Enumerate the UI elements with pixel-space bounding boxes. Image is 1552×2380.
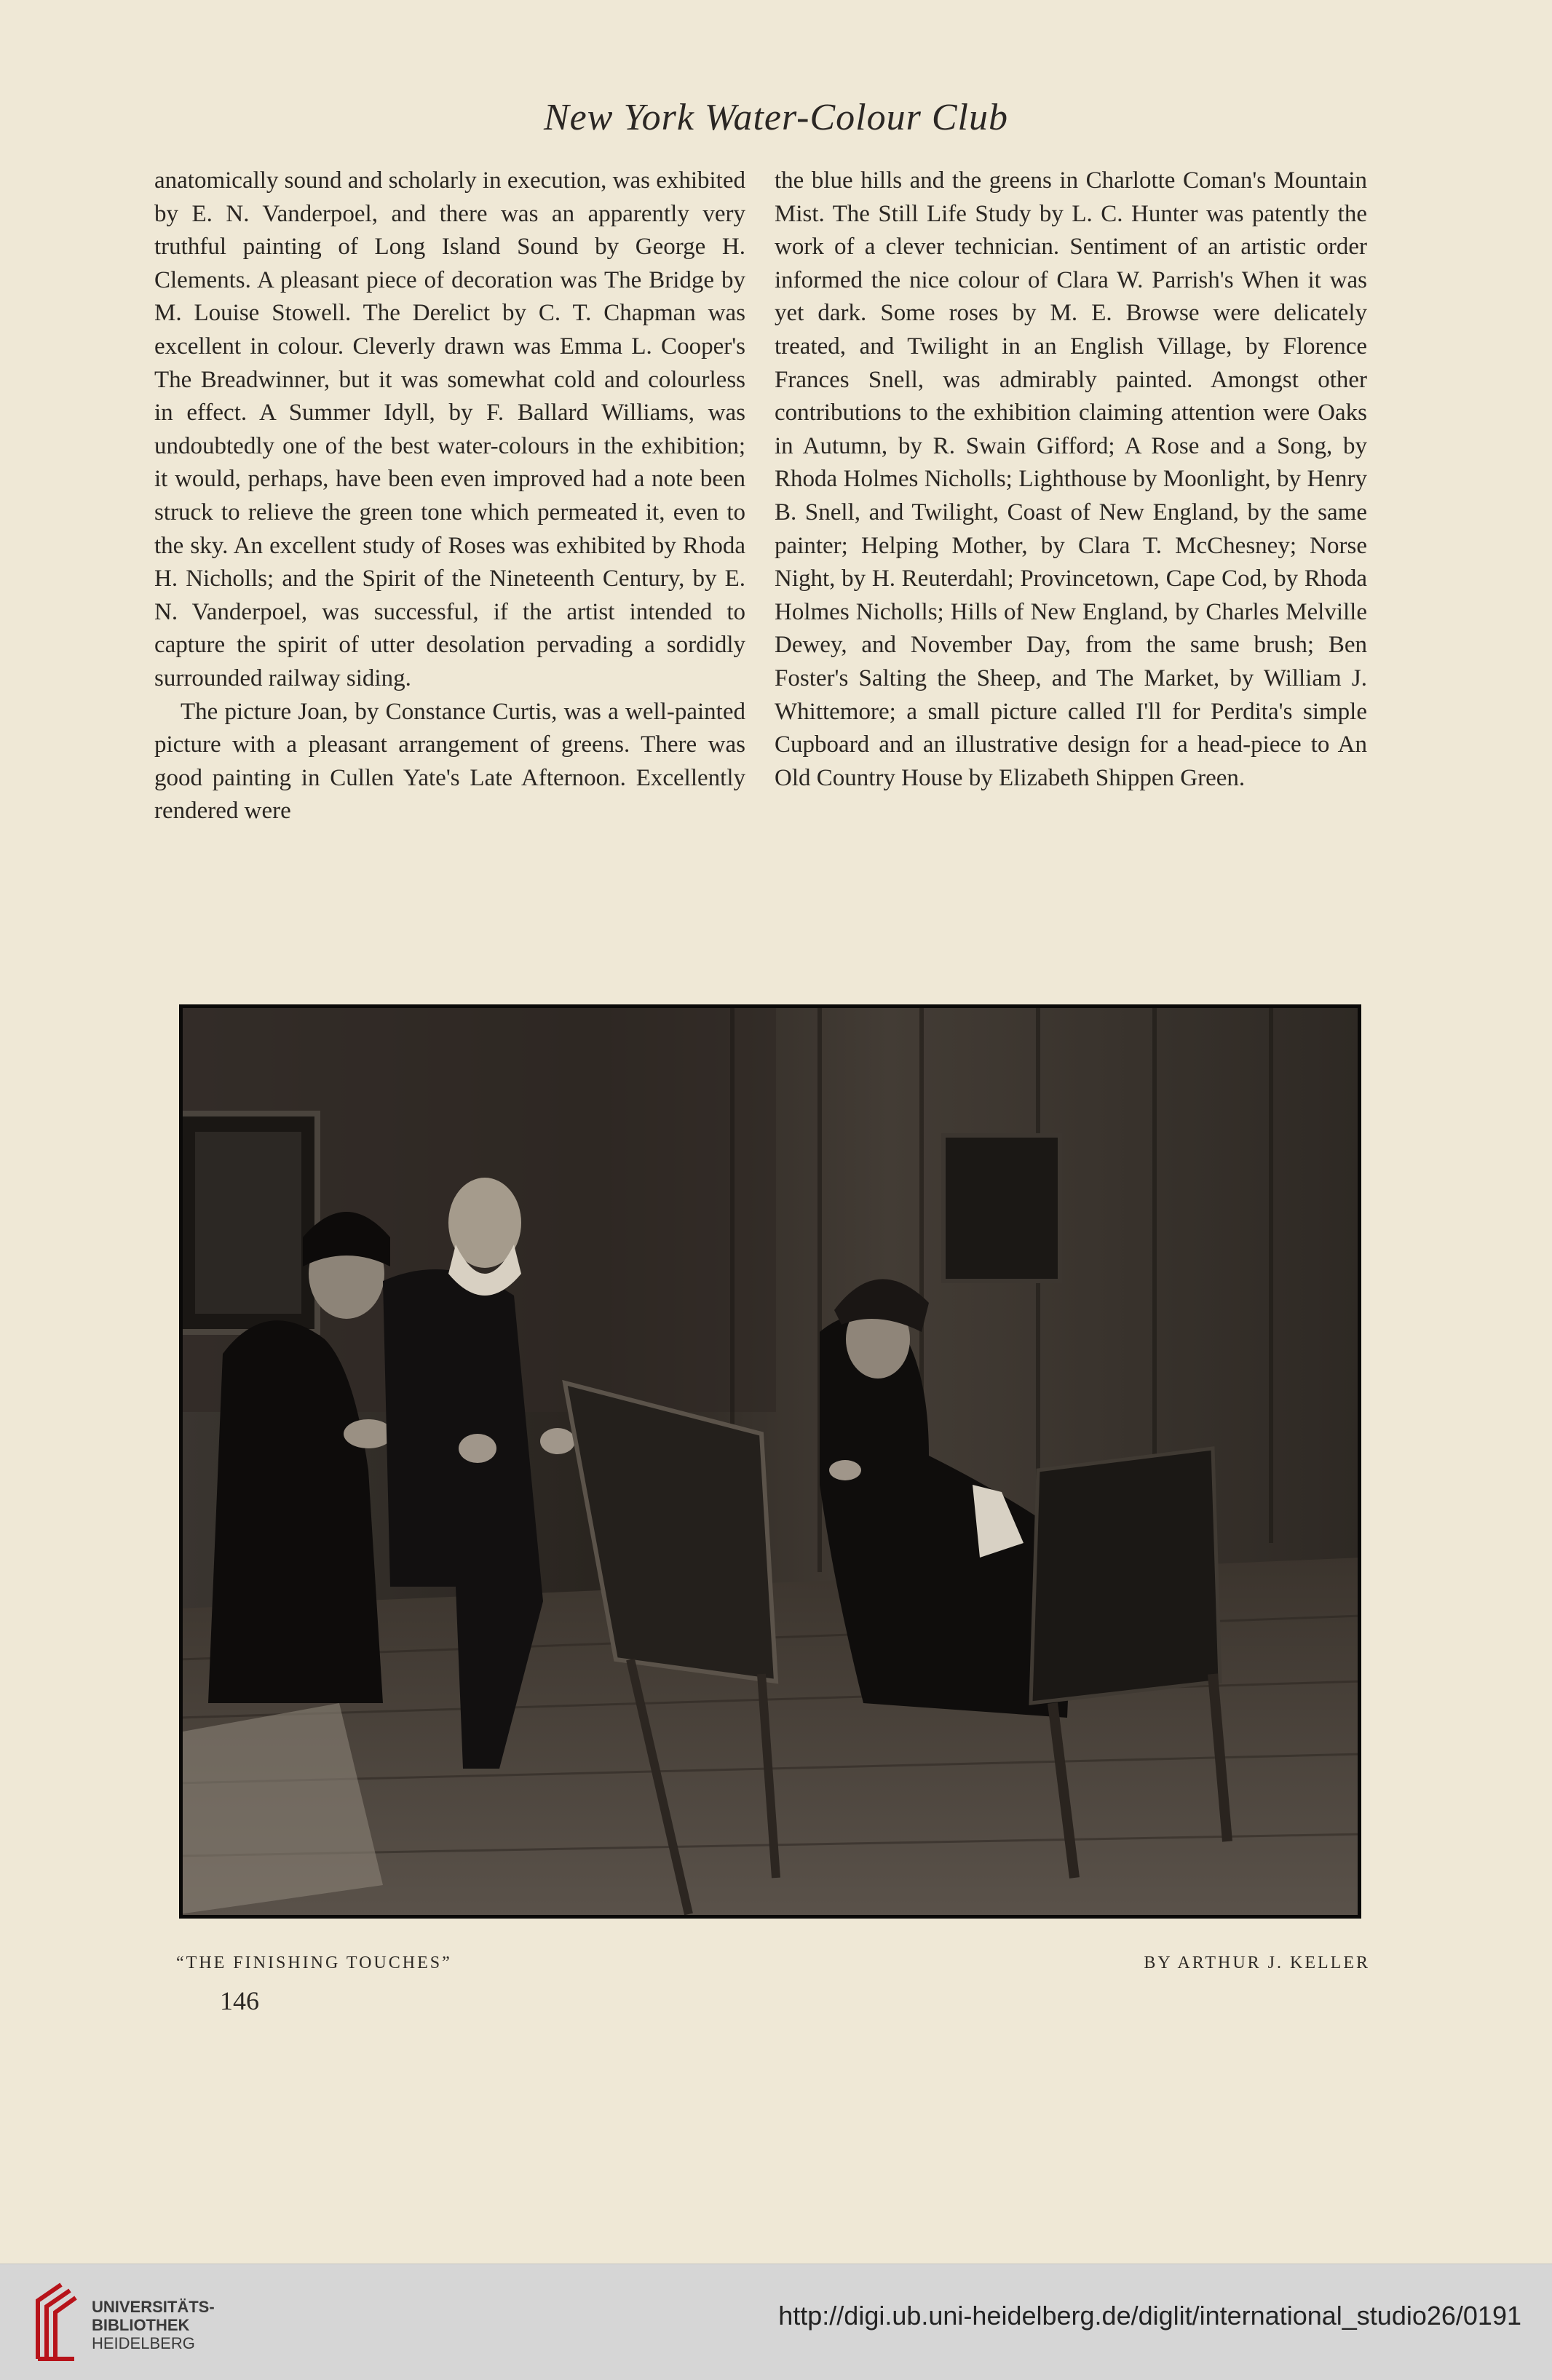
painting-illustration (179, 1004, 1361, 1919)
library-name-line-2: BIBLIOTHEK (92, 2316, 190, 2334)
library-name (92, 2298, 215, 2352)
left-text-column (154, 164, 745, 828)
library-name-line-3: HEIDELBERG (92, 2334, 195, 2352)
figure-caption-artist: BY ARTHUR J. KELLER (1144, 1953, 1370, 1972)
library-name-line-1: UNIVERSITÄTS- (92, 2298, 215, 2316)
figure-caption-title: “THE FINISHING TOUCHES” (176, 1953, 452, 1972)
running-head-title: New York Water-Colour Club (544, 97, 1008, 138)
source-url-link[interactable]: http://digi.ub.uni-heidelberg.de/diglit/international_studio26/0191 (778, 2301, 1521, 2331)
page-number: 146 (220, 1986, 259, 2015)
library-logo-icon (32, 2279, 80, 2366)
right-text-column (775, 164, 1367, 795)
left-paragraph-1: anatomically sound and scholarly in execution, was exhibited by E. N. Vanderpoel, and there was an apparently very truthful painting of Long Island Sound by George H. Clements. A pleasant piece of decoration was The Bridge by M. Louise Stowell. The Derelict by C. T. Chapman was excellent in colour. Cleverly drawn was Emma L. Cooper's The Breadwinner, but it was somewhat cold and colourless in effect. A Summer Idyll, by F. Ballard Williams, was undoubtedly one of the best water-colours in the exhibition; it would, perhaps, have been even improved had a note been struck to relieve the green tone which permeated it, even to the sky. An excellent study of Roses was exhibited by Rhoda H. Nicholls; and the Spirit of the Nineteenth Century, by E. N. Vanderpoel, was successful, if the artist intended to capture the spirit of utter desolation pervading a sordidly surrounded railway siding. (154, 167, 745, 691)
left-paragraph-2: The picture Joan, by Constance Curtis, was a well-painted picture with a pleasant arrangement of greens. There was good painting in Cullen Yate's Late Afternoon. Excellently rendered were (154, 698, 745, 825)
digital-library-footer (0, 2264, 1552, 2380)
right-paragraph-1: the blue hills and the greens in Charlotte Coman's Mountain Mist. The Still Life Study by L. C. Hunter was patently the work of a clever technician. Sentiment of an artistic order informed the nice colour of Clara W. Parrish's When it was yet dark. Some roses by M. E. Browse were delicately treated, and Twilight in an English Village, by Florence Frances Snell, was admirably painted. Amongst other contributions to the exhibition claiming attention were Oaks in Autumn, by R. Swain Gifford; A Rose and a Song, by Rhoda Holmes Nicholls; Lighthouse by Moonlight, by Henry B. Snell, and Twilight, Coast of New England, by the same painter; Helping Mother, by Clara T. McChesney; Norse Night, by H. Reuterdahl; Provincetown, Cape Cod, by Rhoda Holmes Nicholls; Hills of New England, by Charles Melville Dewey, and November Day, from the same brush; Ben Foster's Salting the Sheep, and The Market, by William J. Whittemore; a small picture called I'll for Perdita's simple Cupboard and an illustrative design for a head-piece to An Old Country House by Elizabeth Shippen Green. (775, 167, 1367, 791)
